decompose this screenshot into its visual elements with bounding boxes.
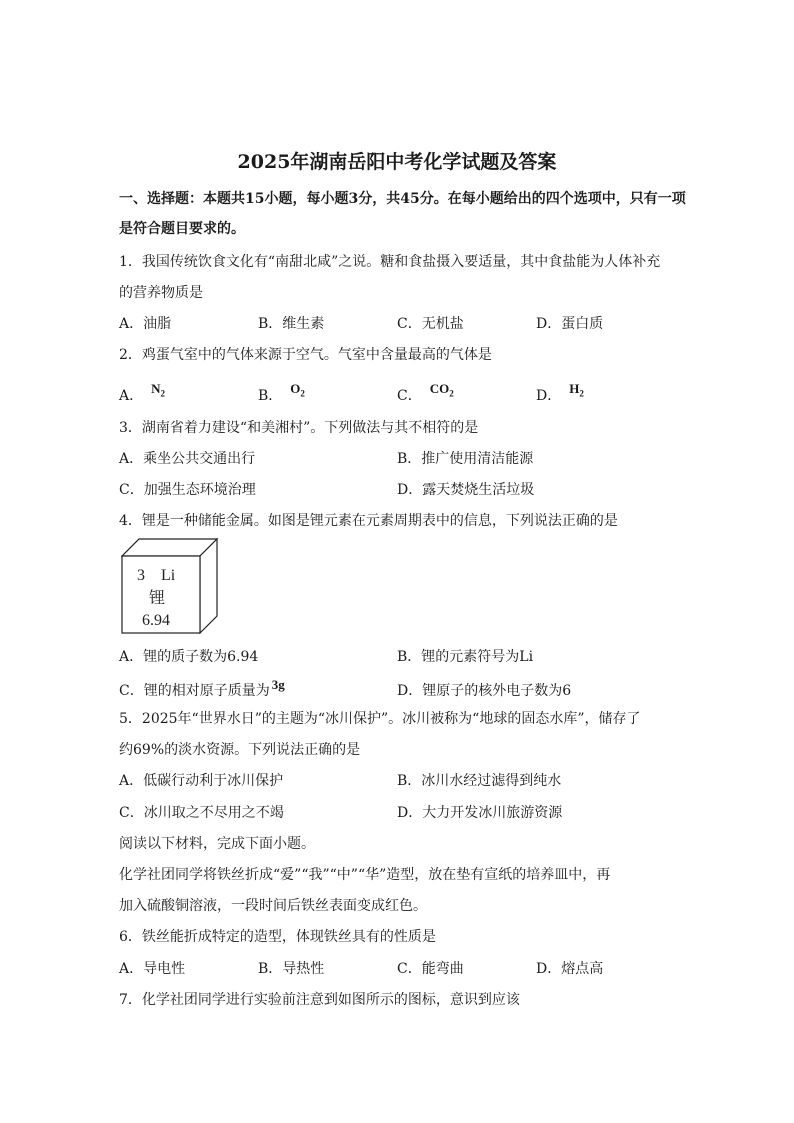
q4-stem: 4．锂是一种储能金属。如图是锂元素在元素周期表中的信息，下列说法正确的是	[119, 513, 618, 529]
q1-stem-line1: 1．我国传统饮食文化有“南甜北咸”之说。糖和食盐摄入要适量，其中食盐能为人体补充	[119, 254, 661, 270]
q2-option-c: C． $CO_2$	[397, 381, 454, 404]
q3-option-a: A．乘坐公共交通出行	[119, 451, 256, 467]
q1-option-b: B．维生素	[258, 316, 325, 332]
q7-stem: 7．化学社团同学进行实验前注意到如图所示的图标，意识到应该	[119, 992, 520, 1008]
q1-option-d: D．蛋白质	[536, 316, 604, 332]
q5-option-a: A．低碳行动利于冰川保护	[119, 773, 284, 789]
q3-option-d: D．露天焚烧生活垃圾	[397, 482, 535, 498]
q1-stem-line2: 的营养物质是	[119, 285, 203, 301]
element-name: 锂	[149, 588, 166, 607]
reading-line2: 加入硫酸铜溶液，一段时间后铁丝表面变成红色。	[119, 898, 427, 914]
q4-option-d: D．锂原子的核外电子数为6	[397, 683, 572, 699]
q1-option-a: A．油脂	[119, 316, 172, 332]
element-tile-lithium	[121, 538, 219, 634]
q5-option-b: B．冰川水经过滤得到纯水	[397, 773, 562, 789]
q6-stem: 6．铁丝能折成特定的造型，体现铁丝具有的性质是	[119, 929, 436, 945]
q4-option-b: B．锂的元素符号为Li	[397, 649, 534, 665]
element-number: 3	[137, 567, 145, 584]
formula-co2: $CO_2$	[429, 381, 454, 399]
formula-n2: $N_2$	[151, 381, 166, 399]
page-title: 2025年湖南岳阳中考化学试题及答案	[237, 151, 557, 173]
q6-option-b: B．导热性	[258, 961, 325, 977]
q3-stem: 3．湖南省着力建设“和美湘村”。下列做法与其不相符的是	[119, 420, 479, 436]
q2-option-a: A． $N_2$	[119, 381, 166, 404]
q4-option-c: C．锂的相对原子质量为 3g	[119, 677, 285, 699]
q3-option-b: B．推广使用清洁能源	[397, 451, 534, 467]
q4-c-value: 3g	[271, 677, 285, 692]
q1-option-c: C．无机盐	[397, 316, 464, 332]
reading-intro: 阅读以下材料，完成下面小题。	[119, 836, 315, 852]
q5-option-c: C．冰川取之不尽用之不竭	[119, 805, 284, 821]
q3-option-c: C．加强生态环境治理	[119, 482, 256, 498]
q2-stem: 2．鸡蛋气室中的气体来源于空气。气室中含量最高的气体是	[119, 347, 492, 363]
q2-option-b: B． $O_2$	[258, 381, 305, 404]
q6-option-d: D．熔点高	[536, 961, 604, 977]
formula-h2: $H_2$	[569, 381, 584, 399]
q4-option-a: A．锂的质子数为6.94	[119, 649, 259, 665]
q5-stem-line2: 约69%的淡水资源。下列说法正确的是	[119, 742, 361, 758]
element-mass: 6.94	[142, 612, 170, 629]
q5-option-d: D．大力开发冰川旅游资源	[397, 805, 563, 821]
q6-option-a: A．导电性	[119, 961, 186, 977]
section-heading-line1: 一、选择题：本题共15小题，每小题3分，共45分。在每小题给出的四个选项中，只有一项	[119, 191, 686, 207]
section-heading-line2: 是符合题目要求的。	[119, 221, 245, 237]
element-symbol: Li	[161, 567, 176, 584]
formula-o2: $O_2$	[290, 381, 305, 399]
q6-option-c: C．能弯曲	[397, 961, 464, 977]
q2-option-d: D． $H_2$	[536, 381, 584, 404]
reading-line1: 化学社团同学将铁丝折成“爱”“我”“中”“华”造型，放在垫有宣纸的培养皿中，再	[119, 867, 611, 883]
q5-stem-line1: 5．2025年“世界水日”的主题为“冰川保护”。冰川被称为“地球的固态水库”，储存了	[119, 711, 641, 727]
